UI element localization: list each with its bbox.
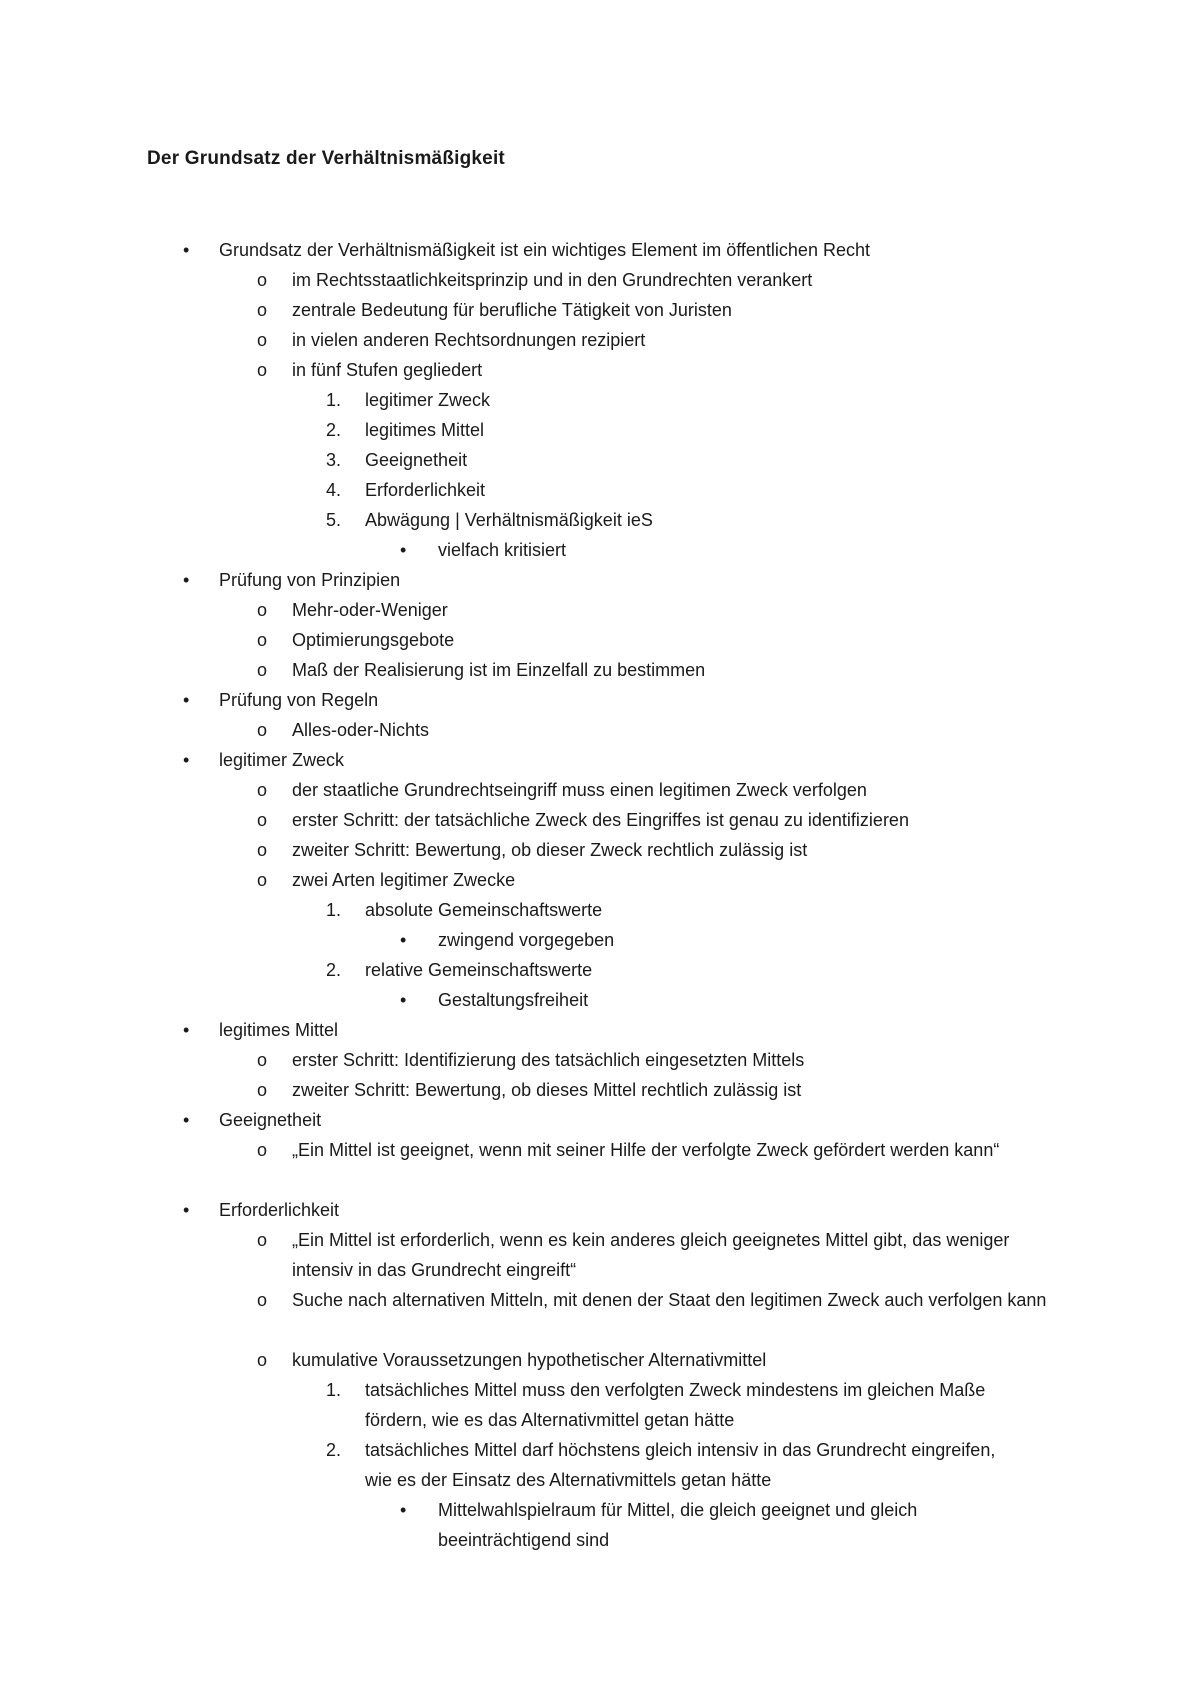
hollow-bullet-marker: o — [257, 1140, 268, 1160]
outline-item-text: erster Schritt: der tatsächliche Zweck des Eingriffes ist genau zu identifizieren — [292, 810, 909, 830]
number-marker: 1. — [326, 1380, 342, 1400]
number-marker: 2. — [326, 960, 342, 980]
outline-item-level-2 — [0, 355, 1200, 385]
outline-list — [0, 235, 1200, 1555]
outline-item-text: Prüfung von Prinzipien — [219, 570, 401, 590]
hollow-bullet-marker: o — [257, 1080, 268, 1100]
outline-item-level-1 — [0, 565, 1200, 595]
outline-item-level-3 — [0, 505, 1200, 535]
hollow-bullet-marker: o — [257, 870, 268, 890]
outline-item-text: „Ein Mittel ist erforderlich, wenn es kein anderes gleich geeignetes Mittel gibt, das weniger intensiv in das Grundrecht eingreift“ — [292, 1230, 1010, 1280]
outline-item-text: relative Gemeinschaftswerte — [365, 960, 593, 980]
hollow-bullet-marker: o — [257, 1230, 268, 1250]
outline-item-text: zweiter Schritt: Bewertung, ob dieses Mittel rechtlich zulässig ist — [292, 1080, 802, 1100]
bullet-marker: • — [183, 1110, 190, 1130]
outline-item-level-2 — [0, 1225, 1200, 1285]
outline-item-text: „Ein Mittel ist geeignet, wenn mit seiner Hilfe der verfolgte Zweck gefördert werden kann“ — [292, 1140, 1000, 1160]
outline-item-text: absolute Gemeinschaftswerte — [365, 900, 603, 920]
hollow-bullet-marker: o — [257, 1290, 268, 1310]
outline-item-level-3 — [0, 475, 1200, 505]
outline-item-level-2 — [0, 1045, 1200, 1075]
outline-item-text: Geeignetheit — [365, 450, 468, 470]
outline-item-level-2 — [0, 1285, 1200, 1345]
bullet-marker: • — [400, 540, 407, 560]
hollow-bullet-marker: o — [257, 270, 268, 290]
bullet-marker: • — [400, 930, 407, 950]
outline-item-level-3 — [0, 415, 1200, 445]
outline-item-level-2 — [0, 625, 1200, 655]
outline-item-text: in fünf Stufen gegliedert — [292, 360, 483, 380]
hollow-bullet-marker: o — [257, 780, 268, 800]
outline-item-text: Prüfung von Regeln — [219, 690, 379, 710]
outline-item-text: der staatliche Grundrechtseingriff muss einen legitimen Zweck verfolgen — [292, 780, 867, 800]
outline-item-level-1 — [0, 235, 1200, 265]
outline-item-level-2 — [0, 265, 1200, 295]
hollow-bullet-marker: o — [257, 810, 268, 830]
outline-item-level-3 — [0, 1375, 1200, 1435]
outline-item-level-2 — [0, 295, 1200, 325]
hollow-bullet-marker: o — [257, 720, 268, 740]
outline-item-level-3 — [0, 895, 1200, 925]
outline-item-level-2 — [0, 325, 1200, 355]
hollow-bullet-marker: o — [257, 330, 268, 350]
hollow-bullet-marker: o — [257, 300, 268, 320]
hollow-bullet-marker: o — [257, 1350, 268, 1370]
outline-item-text: Maß der Realisierung ist im Einzelfall zu bestimmen — [292, 660, 706, 680]
outline-item-level-3 — [0, 385, 1200, 415]
outline-item-text: tatsächliches Mittel darf höchstens gleich intensiv in das Grundrecht eingreifen, wie es der Einsatz des Alternativmittels getan hätte — [365, 1440, 996, 1490]
outline-item-text: Geeignetheit — [219, 1110, 322, 1130]
outline-item-text: vielfach kritisiert — [438, 540, 567, 560]
hollow-bullet-marker: o — [257, 840, 268, 860]
outline-item-level-4 — [0, 925, 1200, 955]
outline-item-level-2 — [0, 805, 1200, 835]
outline-item-text: Gestaltungsfreiheit — [438, 990, 589, 1010]
outline-item-text: erster Schritt: Identifizierung des tatsächlich eingesetzten Mittels — [292, 1050, 805, 1070]
number-marker: 4. — [326, 480, 342, 500]
number-marker: 5. — [326, 510, 342, 530]
outline-item-text: Mittelwahlspielraum für Mittel, die gleich geeignet und gleich beeinträchtigend sind — [438, 1500, 918, 1550]
outline-item-text: Erforderlichkeit — [219, 1200, 340, 1220]
outline-item-level-4 — [0, 985, 1200, 1015]
outline-item-text: zentrale Bedeutung für berufliche Tätigkeit von Juristen — [292, 300, 732, 320]
outline-item-level-2 — [0, 655, 1200, 685]
bullet-marker: • — [183, 750, 190, 770]
outline-item-level-1 — [0, 1195, 1200, 1225]
number-marker: 2. — [326, 1440, 342, 1460]
outline-item-level-2 — [0, 1075, 1200, 1105]
outline-item-level-4 — [0, 535, 1200, 565]
outline-item-level-1 — [0, 685, 1200, 715]
hollow-bullet-marker: o — [257, 1050, 268, 1070]
number-marker: 1. — [326, 900, 342, 920]
outline-item-level-4 — [0, 1495, 1200, 1555]
outline-item-level-2 — [0, 775, 1200, 805]
outline-item-text: Optimierungsgebote — [292, 630, 455, 650]
outline-item-text: Suche nach alternativen Mitteln, mit denen der Staat den legitimen Zweck auch verfolgen kann — [292, 1290, 1047, 1310]
outline-item-text: tatsächliches Mittel muss den verfolgten Zweck mindestens im gleichen Maße fördern, wie es das Alternativmittel getan hätte — [365, 1380, 986, 1430]
outline-item-level-2 — [0, 1345, 1200, 1375]
bullet-marker: • — [183, 570, 190, 590]
bullet-marker: • — [183, 1020, 190, 1040]
outline-item-text: zwingend vorgegeben — [438, 930, 615, 950]
outline-item-text: legitimes Mittel — [219, 1020, 339, 1040]
bullet-marker: • — [183, 1200, 190, 1220]
outline-item-text: zwei Arten legitimer Zwecke — [292, 870, 516, 890]
outline-item-level-1 — [0, 1105, 1200, 1135]
outline-item-level-2 — [0, 865, 1200, 895]
outline-item-text: zweiter Schritt: Bewertung, ob dieser Zweck rechtlich zulässig ist — [292, 840, 808, 860]
hollow-bullet-marker: o — [257, 660, 268, 680]
outline-item-text: in vielen anderen Rechtsordnungen rezipiert — [292, 330, 646, 350]
outline-item-level-3 — [0, 1435, 1200, 1495]
bullet-marker: • — [400, 990, 407, 1010]
number-marker: 1. — [326, 390, 342, 410]
outline-item-text: Grundsatz der Verhältnismäßigkeit ist ein wichtiges Element im öffentlichen Recht — [219, 240, 870, 260]
hollow-bullet-marker: o — [257, 600, 268, 620]
outline-item-level-1 — [0, 745, 1200, 775]
outline-item-text: Erforderlichkeit — [365, 480, 486, 500]
bullet-marker: • — [183, 690, 190, 710]
outline-item-text: Abwägung | Verhältnismäßigkeit ieS — [365, 510, 653, 530]
number-marker: 2. — [326, 420, 342, 440]
outline-item-level-2 — [0, 1135, 1200, 1195]
outline-item-text: legitimer Zweck — [365, 390, 491, 410]
outline-item-text: legitimer Zweck — [219, 750, 345, 770]
outline-item-text: legitimes Mittel — [365, 420, 485, 440]
document-title: Der Grundsatz der Verhältnismäßigkeit — [147, 148, 505, 169]
outline-item-text: kumulative Voraussetzungen hypothetischer Alternativmittel — [292, 1350, 767, 1370]
outline-item-level-2 — [0, 595, 1200, 625]
outline-item-text: Alles-oder-Nichts — [292, 720, 430, 740]
outline-item-text: im Rechtsstaatlichkeitsprinzip und in den Grundrechten verankert — [292, 270, 813, 290]
outline-item-level-3 — [0, 445, 1200, 475]
outline-item-level-3 — [0, 955, 1200, 985]
hollow-bullet-marker: o — [257, 360, 268, 380]
bullet-marker: • — [400, 1500, 407, 1520]
outline-item-level-2 — [0, 715, 1200, 745]
hollow-bullet-marker: o — [257, 630, 268, 650]
outline-item-level-2 — [0, 835, 1200, 865]
outline-item-level-1 — [0, 1015, 1200, 1045]
outline-item-text: Mehr-oder-Weniger — [292, 600, 448, 620]
bullet-marker: • — [183, 240, 190, 260]
number-marker: 3. — [326, 450, 342, 470]
